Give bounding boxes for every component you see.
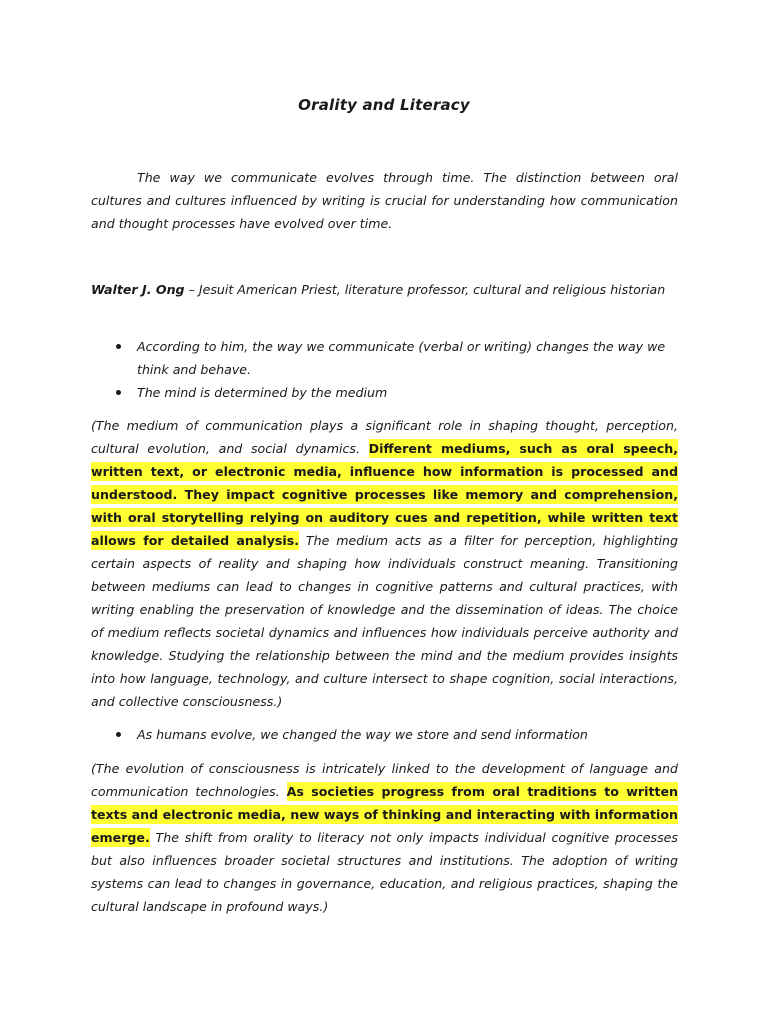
ong-paragraph xyxy=(91,278,678,301)
ong-name: Walter J. Ong xyxy=(91,282,185,297)
bullet-icon xyxy=(116,390,121,395)
medium-paragraph-start: (The medium of communication plays a significant role in shaping thought, perception, cultural evolution, and social dynamics. xyxy=(91,418,678,456)
bullet-text: According to him, the way we communicate (verbal or writing) changes the way we think and behave. xyxy=(137,339,666,377)
medium-paragraph-highlight: Different mediums, such as oral speech, written text, or electronic media, influence how information is processed and understood. They impact cognitive processes like memory and comprehension, with oral storytelling relying on auditory cues and repetition, while written text allows for detailed analysis. xyxy=(91,441,678,548)
medium-paragraph-end: The medium acts as a filter for perception, highlighting certain aspects of reality and shaping how individuals construct meaning. Transitioning between mediums can lead to changes in cognitive patterns and cultural practices, with writing enabling the preservation of knowledge and the dissemination of ideas. The choice of medium reflects societal dynamics and influences how individuals perceive authority and knowledge. Studying the relationship between the mind and the medium provides insights into how language, technology, and culture intersect to shape cognition, social interactions, and collective consciousness.) xyxy=(91,533,678,709)
bullet-list-1 xyxy=(91,335,678,404)
list-item xyxy=(91,381,678,404)
bullet-text: As humans evolve, we changed the way we store and send information xyxy=(137,727,588,742)
consciousness-paragraph xyxy=(91,757,678,918)
intro-paragraph: The way we communicate evolves through time. The distinction between oral cultures and cultures influenced by writing is crucial for understanding how communication and thought processes have evolved over time. xyxy=(91,170,678,231)
bullet-text: The mind is determined by the medium xyxy=(137,385,388,400)
bullet-list-2 xyxy=(91,723,678,746)
bullet-icon xyxy=(116,344,121,349)
consciousness-paragraph-start: (The evolution of consciousness is intricately linked to the development of language and communication technologies. xyxy=(91,761,678,799)
consciousness-paragraph-end: The shift from orality to literacy not only impacts individual cognitive processes but also influences broader societal structures and institutions. The adoption of writing systems can lead to changes in governance, education, and religious practices, shaping the cultural landscape in profound ways.) xyxy=(91,830,678,914)
medium-paragraph xyxy=(91,414,678,713)
list-item xyxy=(91,335,678,381)
bullet-icon xyxy=(116,732,121,737)
consciousness-paragraph-highlight: As societies progress from oral traditions to written texts and electronic media, new ways of thinking and interacting with information emerge. xyxy=(91,784,678,845)
list-item xyxy=(91,723,678,746)
ong-description: – Jesuit American Priest, literature professor, cultural and religious historian xyxy=(184,282,666,297)
document-title: Orality and Literacy xyxy=(298,96,470,114)
